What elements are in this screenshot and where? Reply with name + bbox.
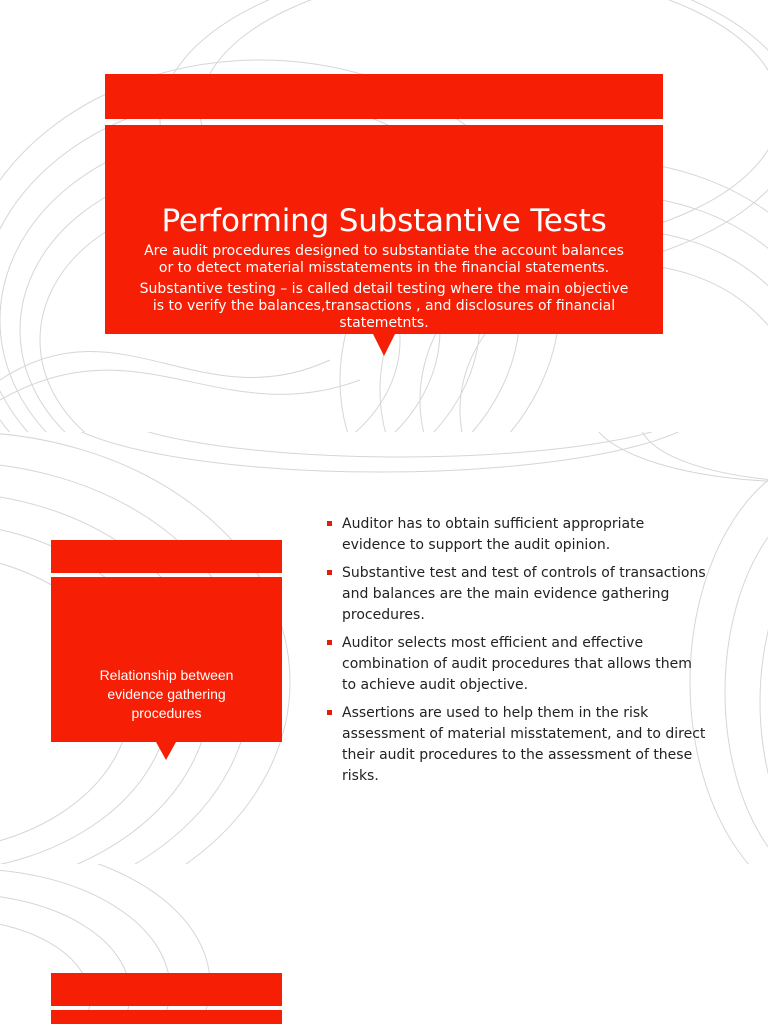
list-item: Auditor has to obtain sufficient appropriate evidence to support the audit opinion. bbox=[327, 514, 707, 556]
label-box-pointer bbox=[156, 742, 176, 760]
label-box bbox=[51, 577, 282, 742]
slide-3 bbox=[0, 864, 768, 1024]
bullet-square-icon bbox=[327, 640, 332, 645]
list-item: Auditor selects most efficient and effective combination of audit procedures that allows them to achieve audit objective. bbox=[327, 633, 707, 696]
label-box-partial bbox=[51, 1010, 282, 1024]
bullet-square-icon bbox=[327, 710, 332, 715]
bullet-square-icon bbox=[327, 521, 332, 526]
definition-paragraph: Are audit procedures designed to substantiate the account balances or to detect material misstatements in the financial statements. bbox=[144, 243, 624, 276]
slide-title: Performing Substantive Tests bbox=[161, 203, 607, 239]
label-top-bar bbox=[51, 973, 282, 1006]
bullet-list bbox=[327, 514, 707, 794]
list-item: Substantive test and test of controls of transactions and balances are the main evidence gathering procedures. bbox=[327, 563, 707, 626]
title-top-bar bbox=[105, 74, 663, 119]
title-box-pointer bbox=[373, 334, 395, 356]
title-box bbox=[105, 125, 663, 334]
relationship-label: Relationship between evidence gathering procedures bbox=[99, 667, 234, 721]
slide-1 bbox=[0, 0, 768, 432]
slide-2 bbox=[0, 432, 768, 864]
label-top-bar bbox=[51, 540, 282, 573]
substantive-testing-paragraph: Substantive testing – is called detail testing where the main objective is to verify the balances,transactions , and disclosures of financial statemetnts. bbox=[139, 281, 629, 331]
list-item: Assertions are used to help them in the risk assessment of material misstatement, and to direct their audit procedures to the assessment of these risks. bbox=[327, 703, 707, 787]
bullet-square-icon bbox=[327, 570, 332, 575]
